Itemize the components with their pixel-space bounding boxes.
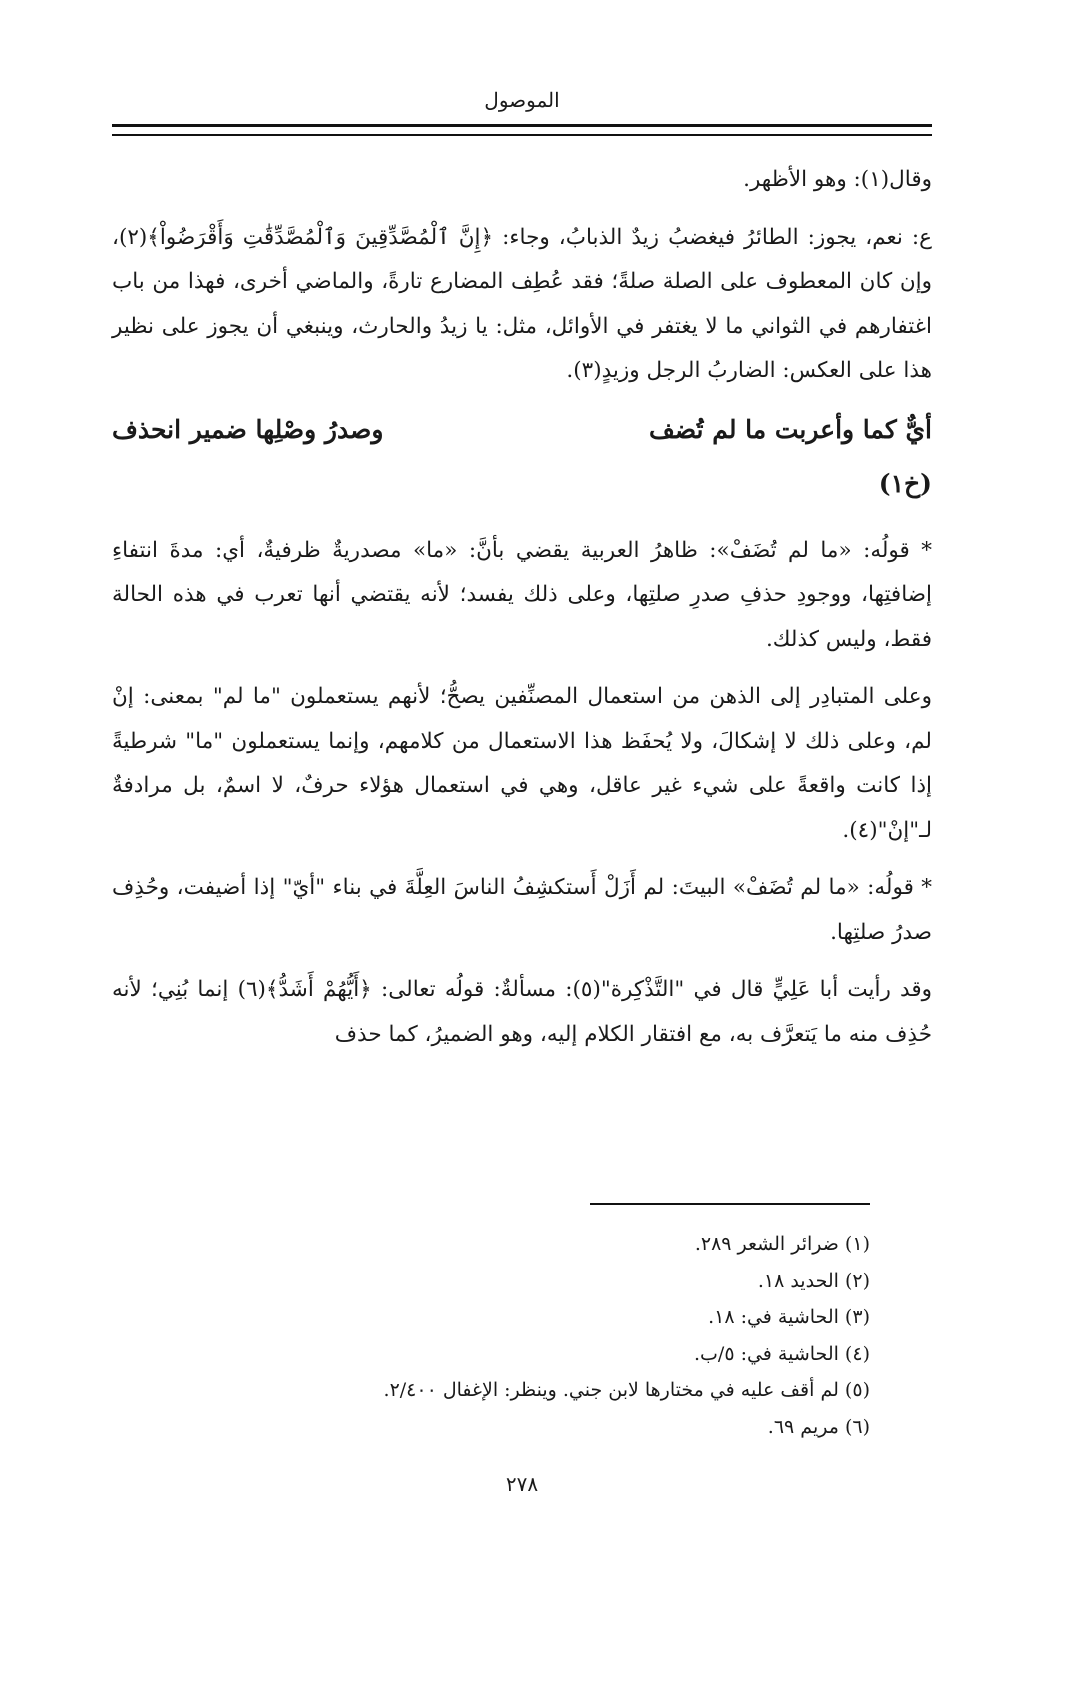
main-text [112,158,932,1070]
book-page [112,0,932,1698]
footnote-4: (٤) الحاشية في: ٥/ب. [693,1342,870,1365]
paragraph-5: وعلى المتبادِر إلى الذهن من استعمال المصنِّفين يصحُّ؛ لأنهم يستعملون "ما لم" بمعنى: إنْ لم، وعلى ذلك لا إشكالَ، ولا يُحفَظ هذا الاستعمال من كلامهم، وإنما يستعملون "ما" شرطيةً إذا كانت واقعةً على شيء غير عاقل، وهي في استعمال هؤلاء حرفٌ، لا اسمٌ، بل مرادفةٌ لـ"إنْ"(٤). [112,684,932,843]
footnote-5: (٥) لم أقف عليه في مختارها لابن جني. وينظر: الإغفال ٢/٤٠٠. [383,1379,870,1402]
verse-right-hemistich: أيٌّ كما وأعربت ما لم تُضف [648,414,932,444]
header-rule-thick [112,124,932,127]
page-number: ٢٧٨ [505,1472,539,1496]
paragraph-1: وقال(١): وهو الأظهر. [743,167,932,192]
paragraph-4: * قولُه: «ما لم تُضَفْ»: ظاهرُ العربية يقضي بأنَّ: «ما» مصدريةٌ ظرفيةٌ، أي: مدةَ انتفاءِ إضافتِها، ووجودِ حذفِ صدرِ صلتِها، وعلى ذلك يفسد؛ لأنه يقتضي أنها تعرب في هذه الحالة فقط، وليس كذلك. [112,537,932,652]
footnotes [170,1226,870,1446]
footnote-3: (٣) الحاشية في: ١٨. [708,1306,870,1329]
footnote-1: (١) ضرائر الشعر ٢٨٩. [694,1233,870,1255]
verse-line [112,407,932,453]
paragraph-2: ع: نعم، يجوز: الطائرُ فيغضبُ زيدٌ الذبابُ، وجاء: ﴿إِنَّ ٱلْمُصَّدِّقِينَ وَٱلْمُصَّدِّقَٰتِ وَأَقْرَضُواْ﴾(٢)، وإن كان المعطوف على الصلة صلةً؛ فقد عُطِف المضارع تارةً، والماضي أخرى، فهذا من باب اغتفارهم في الثواني ما لا يغتفر في الأوائل، مثل: يا زيدُ والحارث، وينبغي أن يجوز على نظير هذا على العكس: الضاربُ الرجل وزيدٍ(٣). [112,224,932,383]
footnote-2: (٢) الحديد ١٨. [757,1269,870,1292]
running-header: الموصول [484,88,560,112]
header-rule-thin [112,134,932,136]
paragraph-6: * قولُه: «ما لم تُضَفْ» البيتَ: لم أَزَلْ أَستكشِفُ الناسَ العِلَّةَ في بناء "أيّ" إذا أضيفت، وحُذِف صدرُ صلتِها. [112,875,932,945]
footnote-6: (٦) مريم ٦٩. [767,1415,870,1438]
paragraph-7: وقد رأيت أبا عَلِيٍّ قال في "التَّذْكِرة"(٥): مسألةٌ: قولُه تعالى: ﴿أَيُّهُمْ أَشَدُّ﴾(٦) إنما بُنِي؛ لأنه حُذِف منه ما يَتعرَّف به، مع افتقار الكلام إليه، وهو الضميرُ، كما حذف [112,977,932,1047]
verse-tag: (خ١) [878,468,932,498]
footnote-separator [590,1203,870,1205]
verse-left-hemistich: وصدرُ وصْلِها ضمير انحذف [112,414,384,444]
